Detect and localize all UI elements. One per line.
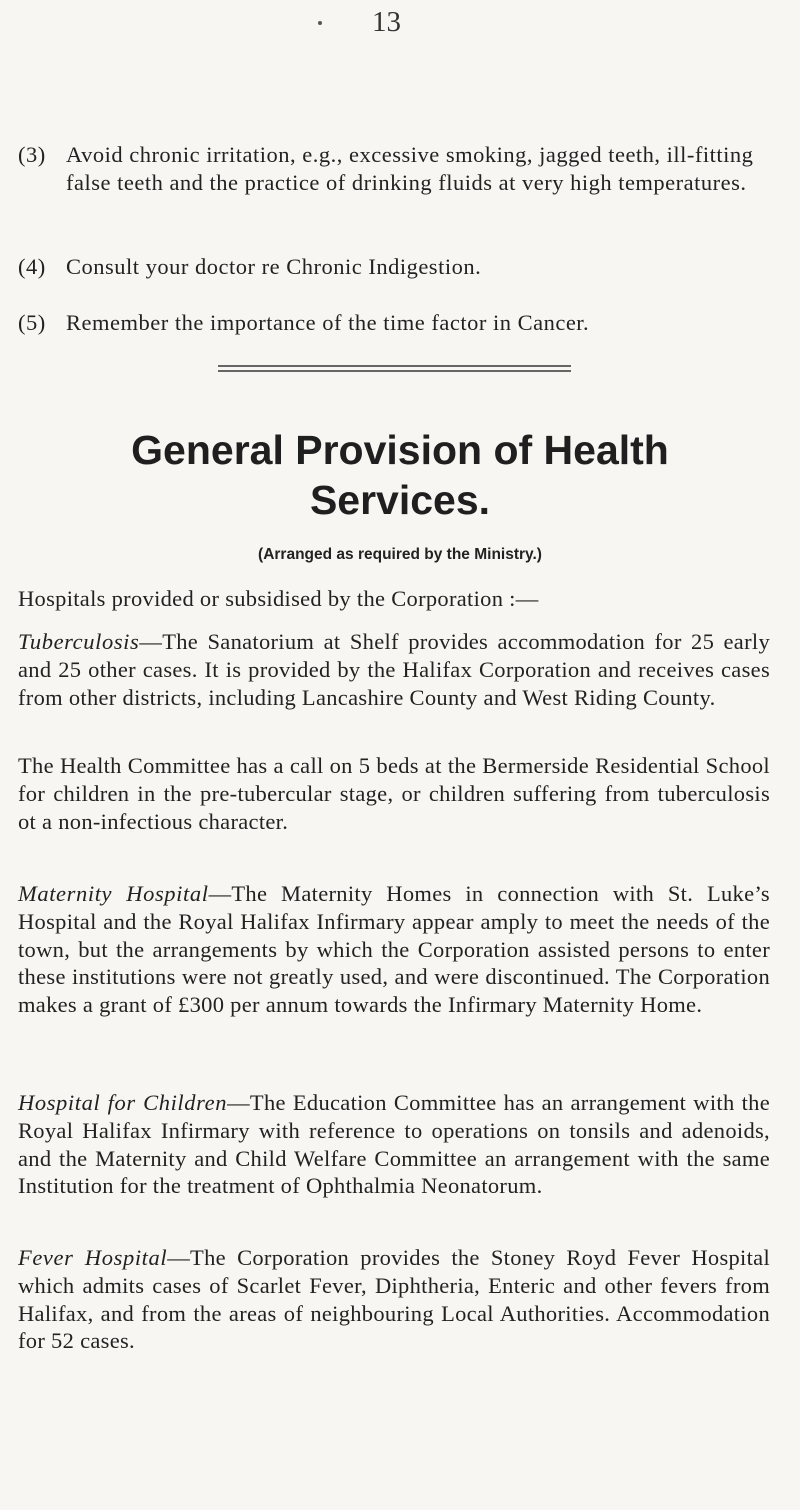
tuberculosis-title: Tuberculosis — [18, 629, 140, 654]
list-item-text: Consult your doctor re Chronic Indigestion. — [66, 254, 482, 279]
maternity-text: —The Maternity Homes in connection with St. Luke’s Hospital and the Royal Halifax Infirmary appear amply to meet the needs of the town, but the arrangements by which the Corporation assisted persons to enter these institutions were not greatly used, and were discontinued. The Corporation makes a grant of £300 per annum towards the Infirmary Maternity Home. — [18, 881, 770, 1018]
page-number: 13 — [372, 6, 401, 38]
tuberculosis-paragraph — [18, 628, 770, 711]
list-item-text: Avoid chronic irritation, e.g., excessive smoking, jagged teeth, ill-fitting false teeth and the practice of drinking fluids at very high temperatures. — [66, 142, 754, 195]
maternity-paragraph — [18, 880, 770, 1019]
maternity-title: Maternity Hospital — [18, 881, 209, 906]
fever-title: Fever Hospital — [18, 1245, 168, 1270]
page-mark — [318, 21, 322, 25]
fever-paragraph — [18, 1244, 770, 1355]
fever-text: —The Corporation provides the Stoney Royd Fever Hospital which admits cases of Scarlet Fever, Diphtheria, Enteric and other fevers from Halifax, and from the areas of neighbouring Local Authorities. Accommodation for 52 cases. — [18, 1245, 770, 1354]
list-item — [18, 309, 772, 337]
section-heading-line2: Services. — [309, 477, 491, 523]
children-paragraph — [18, 1089, 770, 1200]
health-committee-paragraph: The Health Committee has a call on 5 beds at the Bermerside Residential School for children in the pre-tubercular stage, or children suffering from tuberculosis ot a non-infectious character. — [18, 753, 770, 834]
list-item-text: Remember the importance of the time factor in Cancer. — [66, 310, 590, 335]
heading-note: (Arranged as required by the Ministry.) — [258, 546, 542, 563]
list-item-number: (3) — [18, 142, 46, 167]
list-item-number: (5) — [18, 310, 46, 335]
list-item — [18, 253, 772, 281]
children-text: —The Education Committee has an arrangement with the Royal Halifax Infirmary with reference to operations on tonsils and adenoids, and the Maternity and Child Welfare Committee an arrangement with the same Institution for the treatment of Ophthalmia Neonatorum. — [18, 1090, 770, 1199]
list-item — [18, 141, 772, 197]
section-heading-line1: General Provision of Health — [131, 427, 669, 473]
intro-paragraph: Hospitals provided or subsidised by the Corporation :— — [18, 586, 539, 611]
tuberculosis-text: —The Sanatorium at Shelf provides accommodation for 25 early and 25 other cases. It is provided by the Halifax Corporation and receives cases from other districts, including Lancashire County and West Riding County. — [18, 629, 770, 710]
divider — [218, 370, 571, 372]
divider — [218, 365, 571, 367]
children-title: Hospital for Children — [18, 1090, 228, 1115]
list-item-number: (4) — [18, 254, 46, 279]
